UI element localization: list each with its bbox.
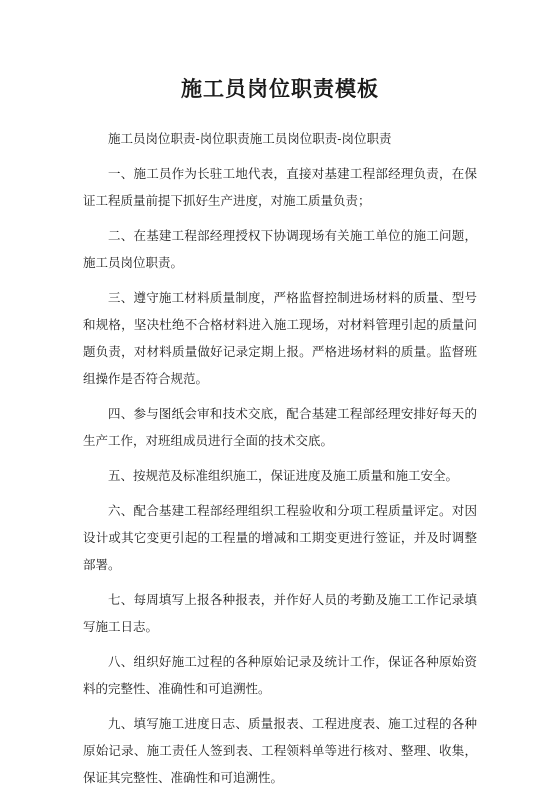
paragraph-duty-8: 八、组织好施工过程的各种原始记录及统计工作，保证各种原始资料的完整性、准确性和可追溯性。 (83, 654, 477, 696)
paragraph-duty-4: 四、参与图纸会审和技术交底，配合基建工程部经理安排好每天的生产工作，对班组成员进行全面的技术交底。 (83, 406, 477, 448)
paragraph-duty-1: 一、施工员作为长驻工地代表，直接对基建工程部经理负责，在保证工程质量前提下抓好生产进度，对施工质量负责； (83, 166, 477, 208)
paragraph-duty-9: 九、填写施工进度日志、质量报表、工程进度表、施工过程的各种原始记录、施工责任人签到表、工程领料单等进行核对、整理、收集，保证其完整性、准确性和可追溯性。 (83, 716, 477, 785)
paragraph-duty-6: 六、配合基建工程部经理组织工程验收和分项工程质量评定。对因设计或其它变更引起的工程量的增减和工期变更进行签证，并及时调整部署。 (83, 503, 477, 572)
paragraph-duty-5: 五、按规范及标准组织施工，保证进度及施工质量和施工安全。 (108, 468, 459, 483)
document-title: 施工员岗位职责模板 (181, 76, 379, 101)
paragraph-duty-3: 三、遵守施工材料质量制度，严格监督控制进场材料的质量、型号和规格，坚决杜绝不合格材料进入施工现场，对材料管理引起的质量问题负责，对材料质量做好记录定期上报。严格进场材料的质量。监督班组操作是否符合规范。 (83, 290, 477, 386)
paragraph-duty-7: 七、每周填写上报各种报表，并作好人员的考勤及施工工作记录填写施工日志。 (83, 592, 477, 634)
paragraph-duty-2: 二、在基建工程部经理授权下协调现场有关施工单位的施工问题，施工员岗位职责。 (83, 228, 477, 270)
document-subtitle: 施工员岗位职责-岗位职责施工员岗位职责-岗位职责 (108, 131, 392, 146)
document-body (83, 125, 477, 799)
